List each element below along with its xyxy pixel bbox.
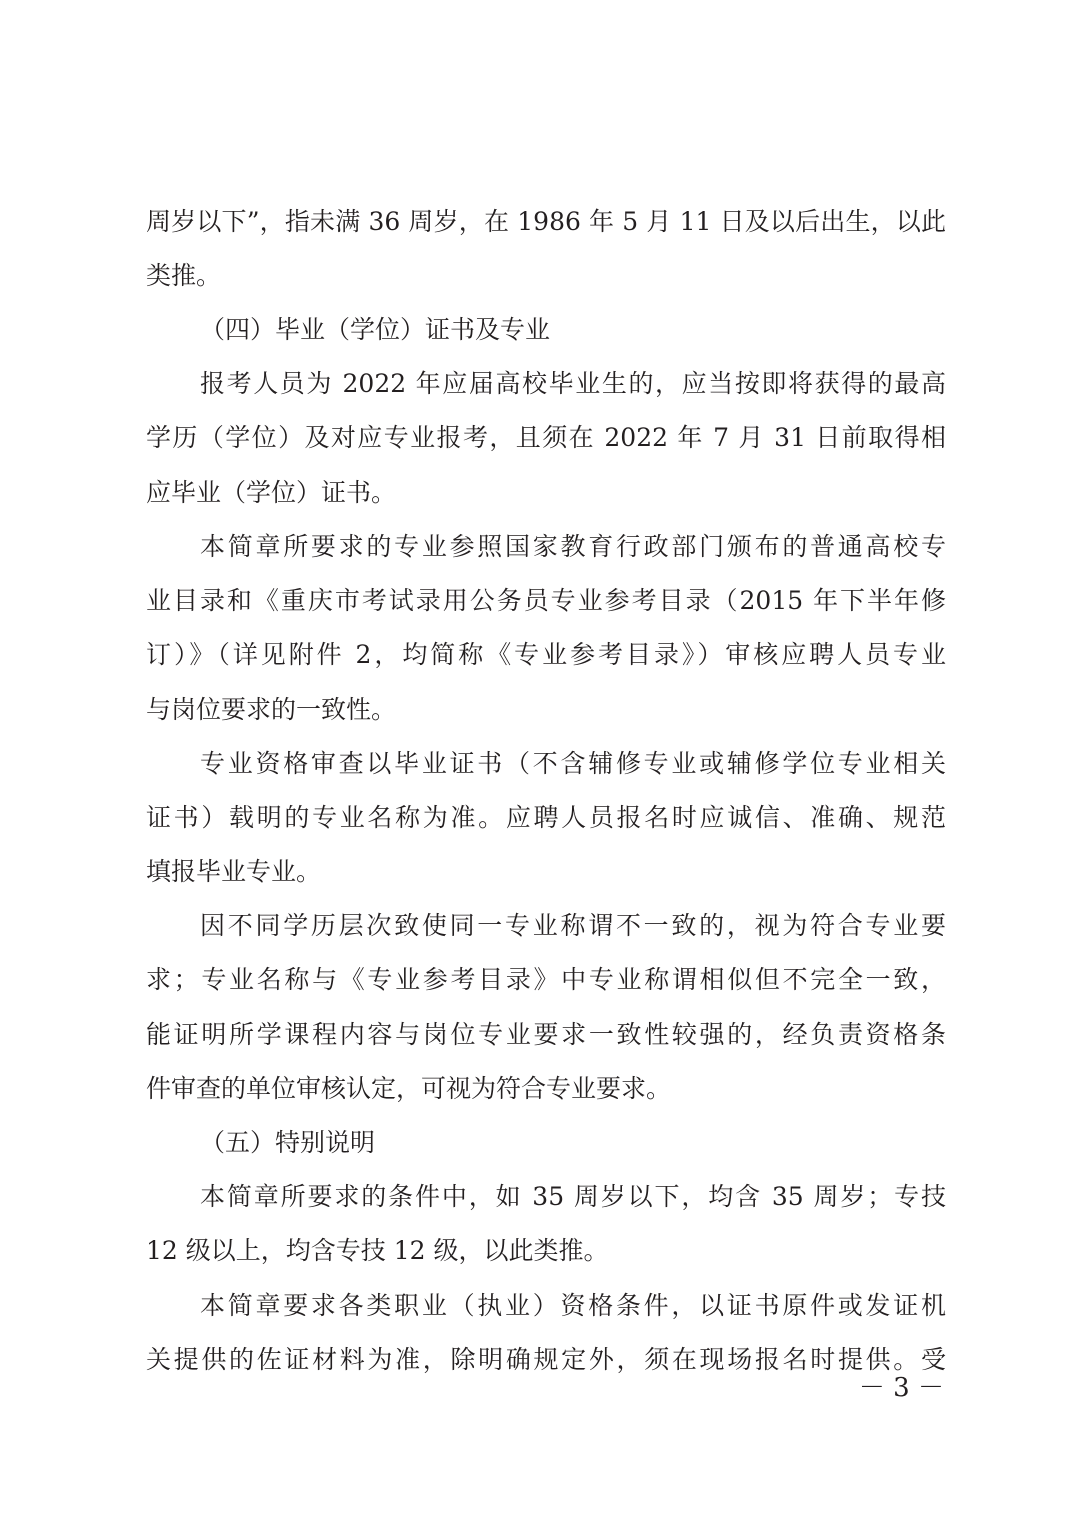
paragraph-line: 关提供的佐证材料为准，除明确规定外，须在现场报名时提供。受: [146, 1345, 946, 1374]
paragraph-line: 业目录和《重庆市考试录用公务员专业参考目录（2015 年下半年修: [146, 586, 946, 615]
page-number: － 3 －: [858, 1373, 944, 1403]
paragraph-line: 证书）载明的专业名称为准。应聘人员报名时应诚信、准确、规范: [146, 803, 946, 832]
paragraph-line: 订）》（详见附件 2，均简称《专业参考目录》）审核应聘人员专业: [146, 640, 946, 669]
paragraph-line: 本简章所要求的条件中，如 35 周岁以下，均含 35 周岁；专技: [200, 1182, 946, 1211]
paragraph-line: 12 级以上，均含专技 12 级，以此类推。: [146, 1236, 609, 1265]
paragraph-line: 填报毕业专业。: [146, 857, 322, 886]
paragraph-line: 与岗位要求的一致性。: [146, 695, 397, 724]
paragraph-line: 本简章所要求的专业参照国家教育行政部门颁布的普通高校专: [200, 532, 946, 561]
paragraph-line: 类推。: [146, 261, 222, 290]
paragraph-line: 能证明所学课程内容与岗位专业要求一致性较强的，经负责资格条: [146, 1020, 946, 1049]
paragraph-line: 报考人员为 2022 年应届高校毕业生的，应当按即将获得的最高: [200, 369, 946, 398]
paragraph-line: 专业资格审查以毕业证书（不含辅修专业或辅修学位专业相关: [200, 749, 946, 778]
paragraph-line: 学历（学位）及对应专业报考，且须在 2022 年 7 月 31 日前取得相: [146, 423, 946, 452]
paragraph-line: 求；专业名称与《专业参考目录》中专业称谓相似但不完全一致，: [146, 965, 946, 994]
paragraph-line: 周岁以下”，指未满 36 周岁，在 1986 年 5 月 11 日及以后出生，以此: [146, 207, 946, 236]
paragraph-line: 件审查的单位审核认定，可视为符合专业要求。: [146, 1074, 672, 1103]
paragraph-line: 本简章要求各类职业（执业）资格条件，以证书原件或发证机: [200, 1291, 946, 1320]
paragraph-line: 应毕业（学位）证书。: [146, 478, 397, 507]
paragraph-line: 因不同学历层次致使同一专业称谓不一致的，视为符合专业要: [200, 911, 946, 940]
section-heading-4: （四）毕业（学位）证书及专业: [200, 315, 551, 344]
section-heading-5: （五）特别说明: [200, 1128, 376, 1157]
